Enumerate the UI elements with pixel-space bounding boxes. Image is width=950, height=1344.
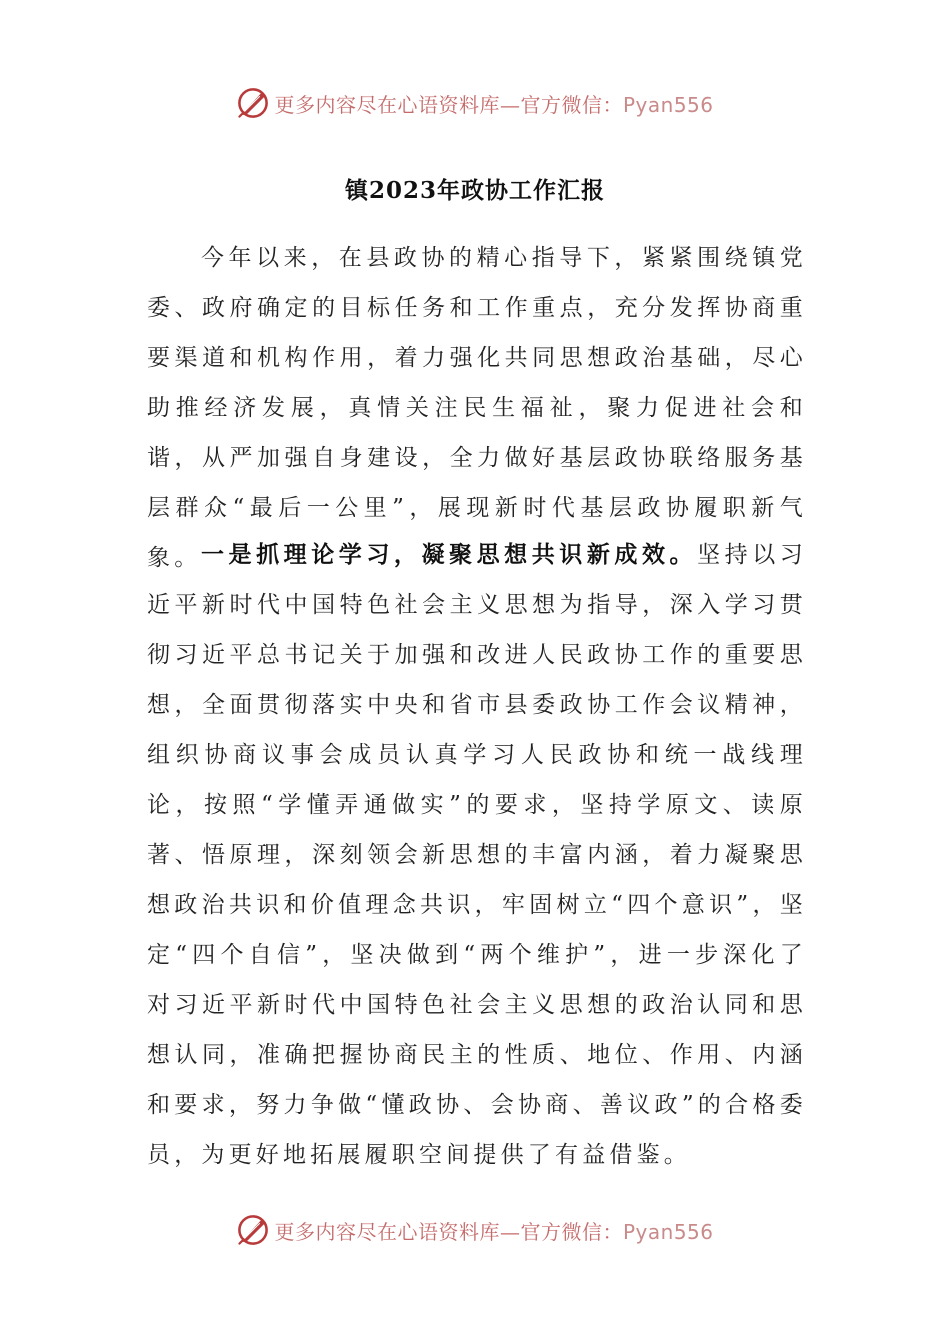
header-banner: [0, 83, 950, 123]
banner-text: 更多内容尽在心语资料库—官方微信：Pyan556: [274, 1219, 714, 1244]
wechat-id: Pyan556: [622, 92, 714, 117]
wechat-id: Pyan556: [622, 1219, 714, 1244]
paragraph-text: 今年以来，在县政协的精心指导下，紧紧围绕镇党委、政府确定的目标任务和工作重点，充分发挥协商重要渠道和机构作用，着力强化共同思想政治基础，尽心助推经济发展，真情关注民生福祉，聚力促进社会和谐，从严加强自身建设，全力做好基层政协联络服务基层群众“最后一公里”，展现新时代基层政协履职新气象。: [147, 245, 807, 571]
paragraph-text: 坚持以习近平新时代中国特色社会主义思想为指导，深入学习贯彻习近平总书记关于加强和改进人民政协工作的重要思想，全面贯彻落实中央和省市县委政协工作会议精神，组织协商议事会成员认真学习人民政协和统一战线理论，按照“学懂弄通做实”的要求，坚持学原文、读原著、悟原理，深刻领会新思想的丰富内涵，着力凝聚思想政治共识和价值理念共识，牢固树立“四个意识”，坚定“四个自信”，坚决做到“两个维护”，进一步深化了对习近平新时代中国特色社会主义思想的政治认同和思想认同，准确把握协商民主的性质、地位、作用、内涵和要求，努力争做“懂政协、会协商、善议政”的合格委员，为更好地拓展履职空间提供了有益借鉴。: [147, 542, 807, 1168]
document-title: 镇2023年政协工作汇报: [344, 177, 605, 204]
paragraph-theory-study: [147, 530, 807, 1180]
paragraph-lead: 一是抓理论学习，凝聚思想共识新成效。: [201, 541, 698, 568]
quill-pen-logo-icon: [236, 86, 270, 120]
footer-banner: [0, 1210, 950, 1250]
quill-pen-logo-icon: [236, 1213, 270, 1247]
banner-text: 更多内容尽在心语资料库—官方微信：Pyan556: [274, 92, 714, 117]
